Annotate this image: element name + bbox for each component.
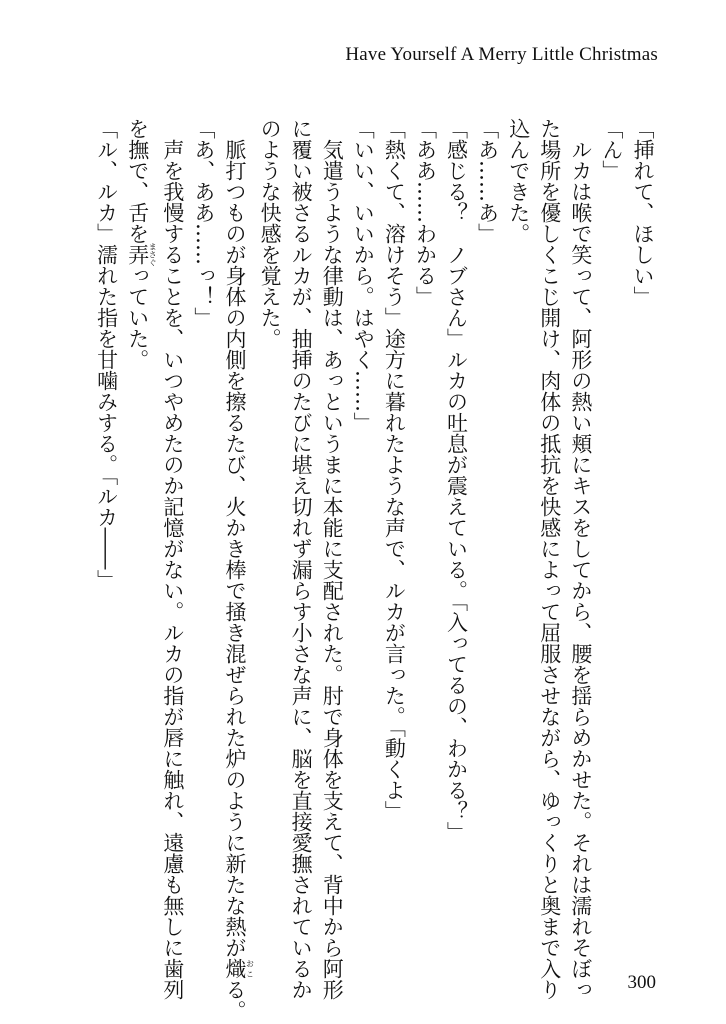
text-line: 「ん」: [599, 118, 624, 181]
text-line: ルカは喉で笑って、阿形の熱い頬にキスをしてから、腰を揺らめかせた。それは濡れそぼっ: [568, 118, 593, 1000]
text-line: 「あ……あ」: [475, 118, 500, 244]
vertical-text-body: [38, 118, 658, 1021]
text-line: に覆い被さるルカが、抽挿のたびに堪え切れず漏らす小さな声に、脳を直接愛撫されているか: [289, 118, 314, 1000]
ruby-masaguru: [125, 242, 158, 267]
ruby-reading: まさぐ: [148, 242, 158, 267]
text-line: 「挿れて、ほしい」: [631, 118, 655, 307]
text-line: 「いい、いいから。はやく……」: [351, 118, 376, 433]
text-line: 「熱くて、溶けそう」途方に暮れたような声で、ルカが言った。「動くよ」: [382, 118, 407, 822]
text-line: 声を我慢することを、いつやめたのか記憶がない。ルカの指が唇に触れ、遠慮も無しに歯列: [160, 118, 185, 1000]
text-segment: を撫で、舌を: [125, 118, 150, 244]
text-line: 「ル、ルカ」濡れた指を甘噛みする。「ルカ――」: [94, 118, 119, 591]
text-line: 「感じる？ ノブさん」ルカの吐息が震えている。「入ってるの、わかる？」: [444, 118, 469, 843]
text-segment: っていた。: [125, 265, 150, 370]
text-line: た場所を優しくこじ開け、肉体の抵抗を快感によって屈服させながら、ゆっくりと奥まで入り: [537, 118, 562, 1000]
text-segment: 脈打つものが身体の内側を擦るたび、火かき棒で掻き混ぜられた炉のように新たな熱が: [222, 118, 247, 958]
ruby-okoru: [222, 958, 255, 979]
text-line: 気遣うような律動は、あっというまに本能に支配された。肘で身体を支えて、背中から阿形: [320, 118, 345, 1000]
ruby-reading: おこ: [245, 958, 255, 979]
running-header: Have Yourself A Merry Little Christmas: [345, 44, 658, 65]
ruby-base: 熾: [222, 958, 247, 979]
text-line: 込んできた。: [506, 118, 531, 244]
text-segment: る。: [222, 979, 247, 1021]
ruby-base: 弄: [125, 242, 150, 267]
text-line-with-ruby: [219, 118, 255, 1021]
text-line: 「ああ……わかる」: [413, 118, 438, 307]
text-line: 「あ、ああ……っ！」: [191, 118, 216, 328]
text-line-with-ruby: [122, 118, 157, 988]
page-number: 300: [627, 972, 656, 993]
text-line: のような快感を覚えた。: [258, 118, 283, 349]
